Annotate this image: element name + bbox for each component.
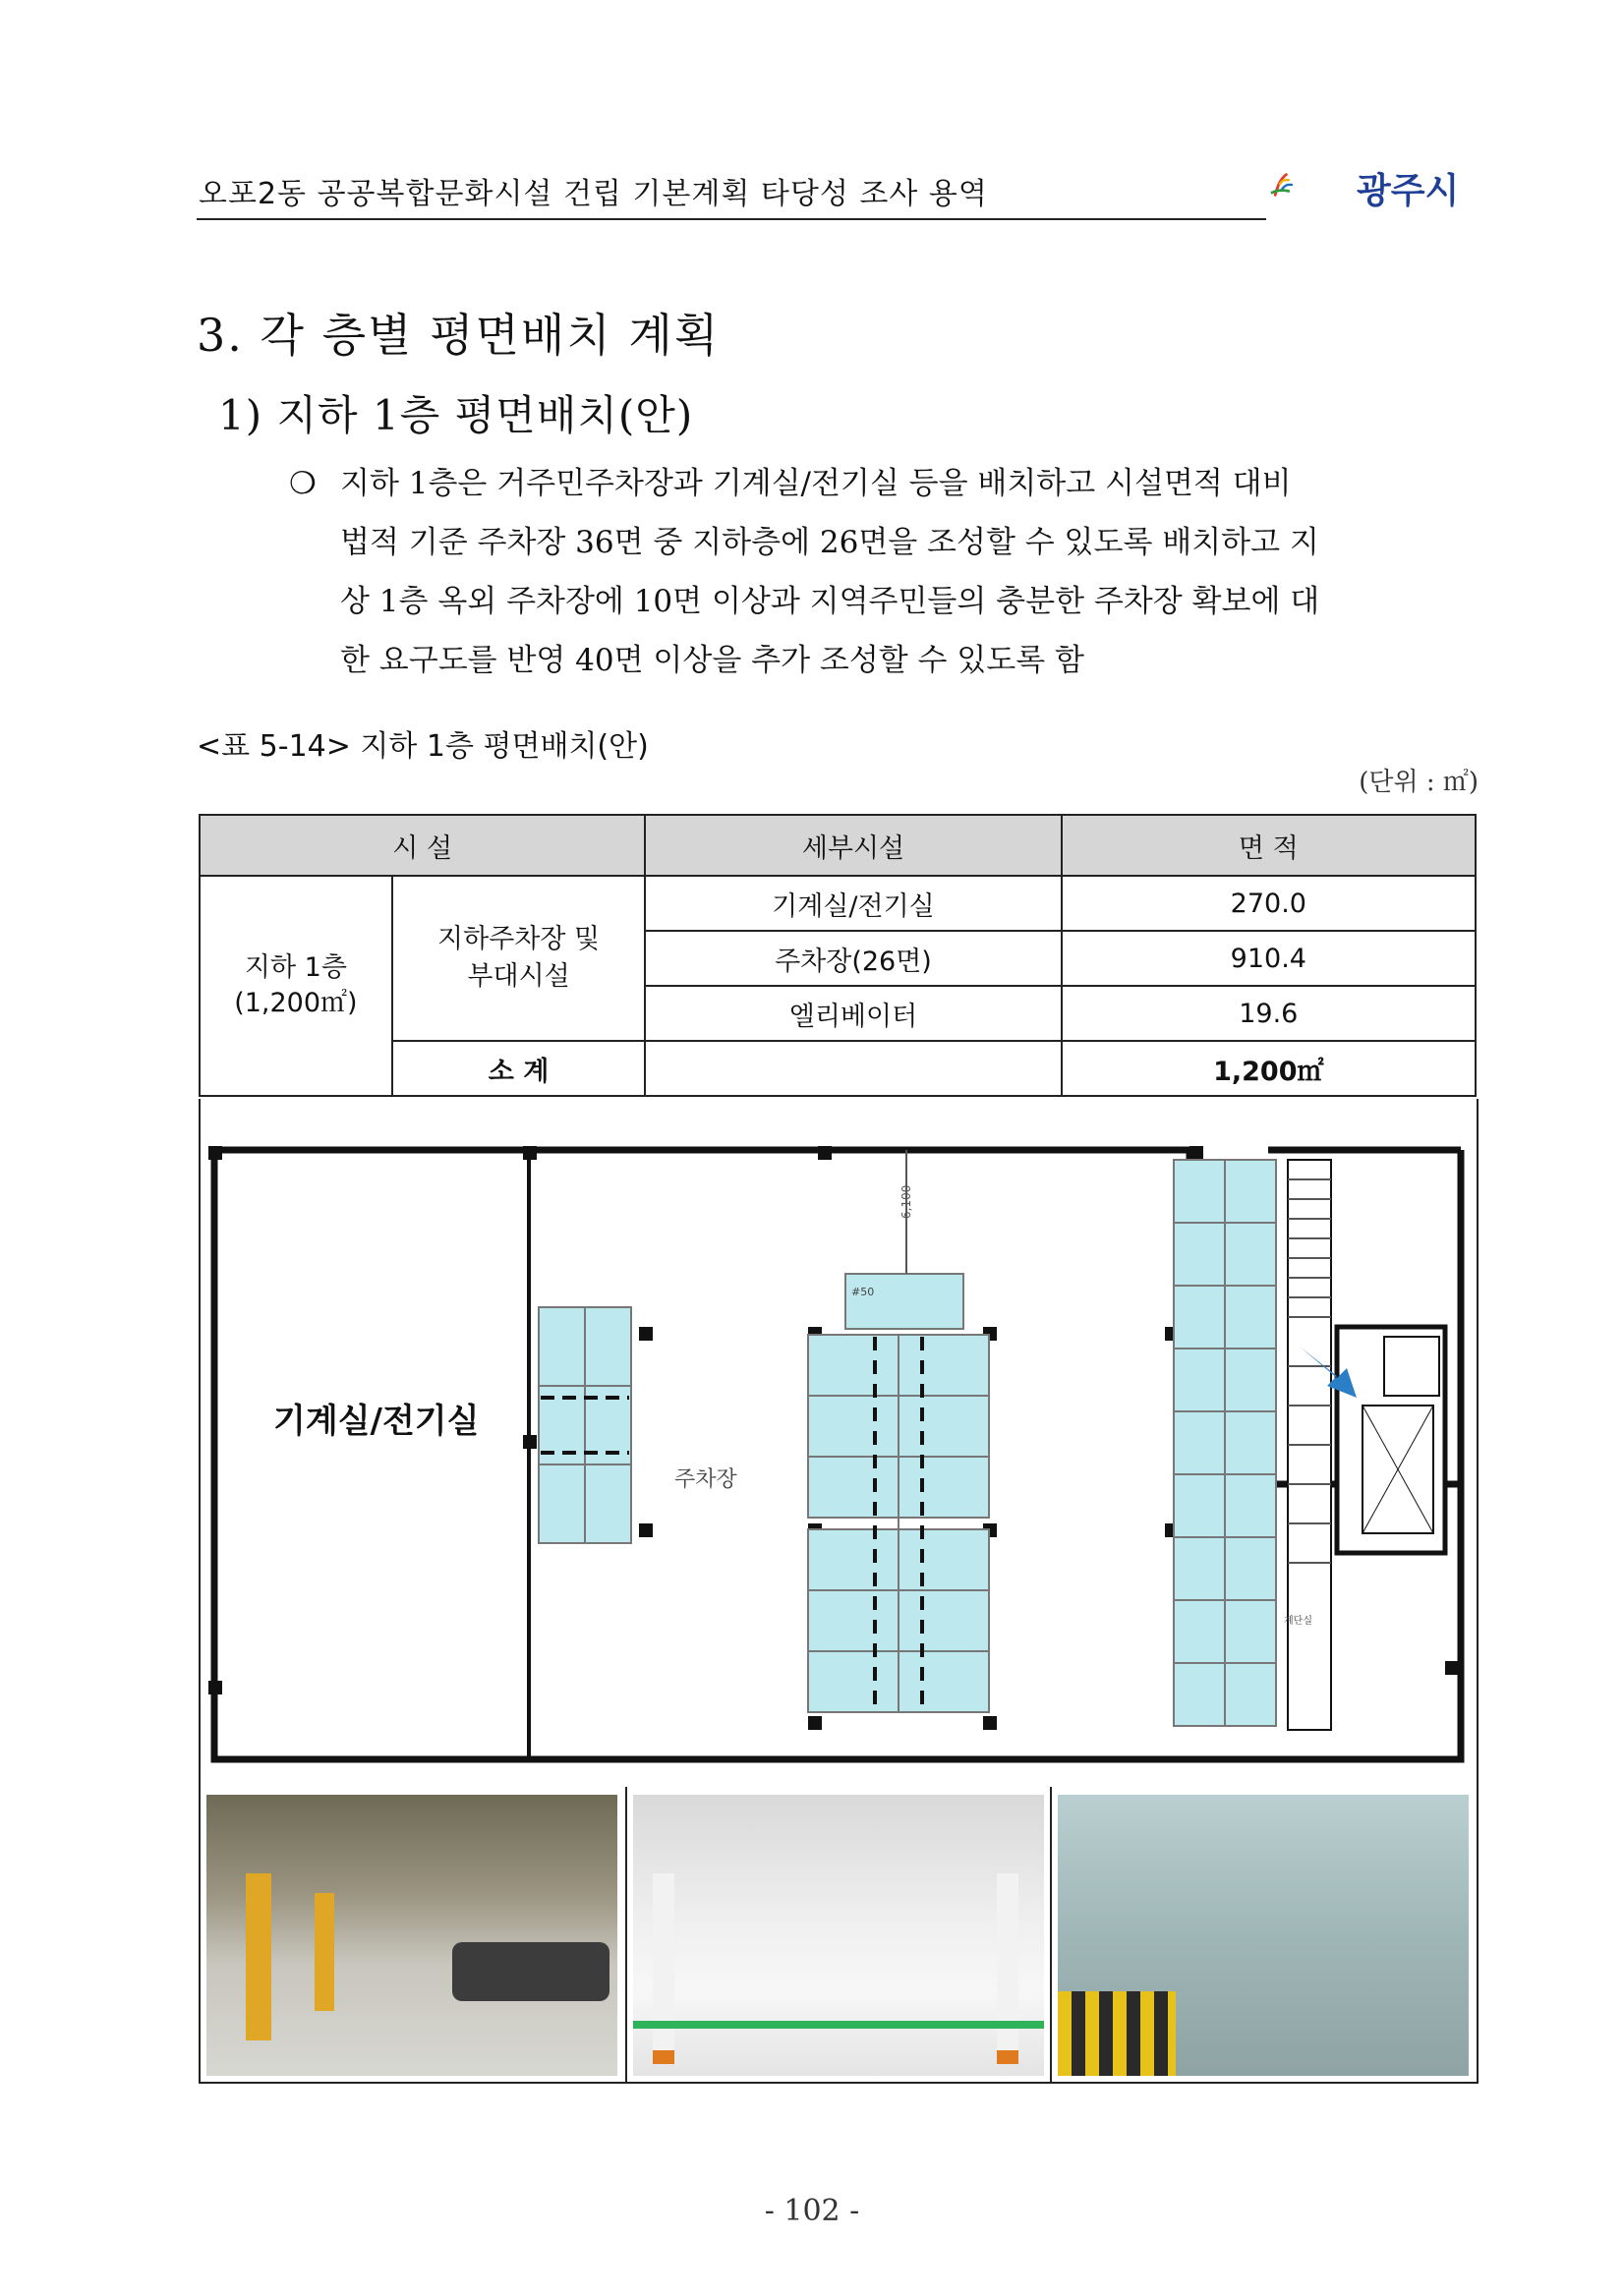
group-label-line2: 부대시설 [467, 961, 570, 992]
header-area: 면 적 [1062, 815, 1476, 876]
parking-label: 주차장 [674, 1467, 737, 1492]
detail-cell: 기계실/전기실 [645, 876, 1061, 931]
area-cell: 270.0 [1062, 876, 1476, 931]
photo-parking-ramp [1058, 1795, 1469, 2076]
dimension-label: 6,100 [899, 1184, 913, 1219]
floor-label: 지하 1층 [244, 952, 347, 983]
floor-cell [200, 876, 392, 1096]
paragraph-line: 법적 기준 주차장 36면 중 지하층에 26면을 조성할 수 있도록 배치하고 지 [340, 525, 1319, 560]
detail-cell: 주차장(26면) [645, 931, 1061, 986]
group-label-line1: 지하주차장 및 [437, 924, 601, 954]
table-row [200, 876, 1476, 931]
floor-plan-drawing [206, 1111, 1469, 1779]
area-table [199, 814, 1477, 1097]
body-paragraph [289, 454, 1484, 690]
paragraph-line: 한 요구도를 반영 40면 이상을 추가 조성할 수 있도록 함 [340, 643, 1084, 678]
photo-parking-garage-2 [633, 1795, 1044, 2076]
small-plan-label: #50 [851, 1286, 875, 1298]
subtotal-empty-cell [645, 1041, 1061, 1096]
table-caption: <표 5-14> 지하 1층 평면배치(안) [197, 729, 649, 764]
stair-label: 계단실 [1284, 1616, 1312, 1627]
subtotal-label: 소 계 [392, 1041, 646, 1096]
photo-parking-garage-1 [206, 1795, 617, 2076]
paragraph-line: 지하 1층은 거주민주차장과 기계실/전기실 등을 배치하고 시설면적 대비 [340, 466, 1292, 501]
detail-cell: 엘리베이터 [645, 986, 1061, 1041]
city-logo-icon [1268, 147, 1347, 222]
city-logo-text: 광주시 [1357, 171, 1460, 211]
header-divider [197, 218, 1266, 220]
subsection-heading: 1) 지하 1층 평면배치(안) [218, 391, 694, 439]
photo-divider [1050, 1787, 1052, 2082]
header-detail: 세부시설 [645, 815, 1061, 876]
paragraph-line: 상 1층 옥외 주차장에 10면 이상과 지역주민들의 충분한 주차장 확보에 대 [340, 584, 1320, 619]
machine-room-label: 기계실/전기실 [273, 1402, 480, 1441]
table-unit: (단위 : ㎡) [1359, 768, 1479, 797]
area-cell: 19.6 [1062, 986, 1476, 1041]
page-number: - 102 - [764, 2194, 860, 2228]
table-header-row [200, 815, 1476, 876]
document-header-title: 오포2동 공공복합문화시설 건립 기본계획 타당성 조사 용역 [199, 177, 988, 211]
section-heading: 3. 각 층별 평면배치 계획 [197, 309, 721, 362]
area-cell: 910.4 [1062, 931, 1476, 986]
bullet-icon: ❍ [289, 466, 317, 501]
photo-divider [625, 1787, 627, 2082]
group-cell [392, 876, 646, 1041]
subtotal-value: 1,200㎡ [1062, 1041, 1476, 1096]
floor-area: (1,200㎡) [234, 988, 358, 1018]
header-facility: 시 설 [200, 815, 645, 876]
